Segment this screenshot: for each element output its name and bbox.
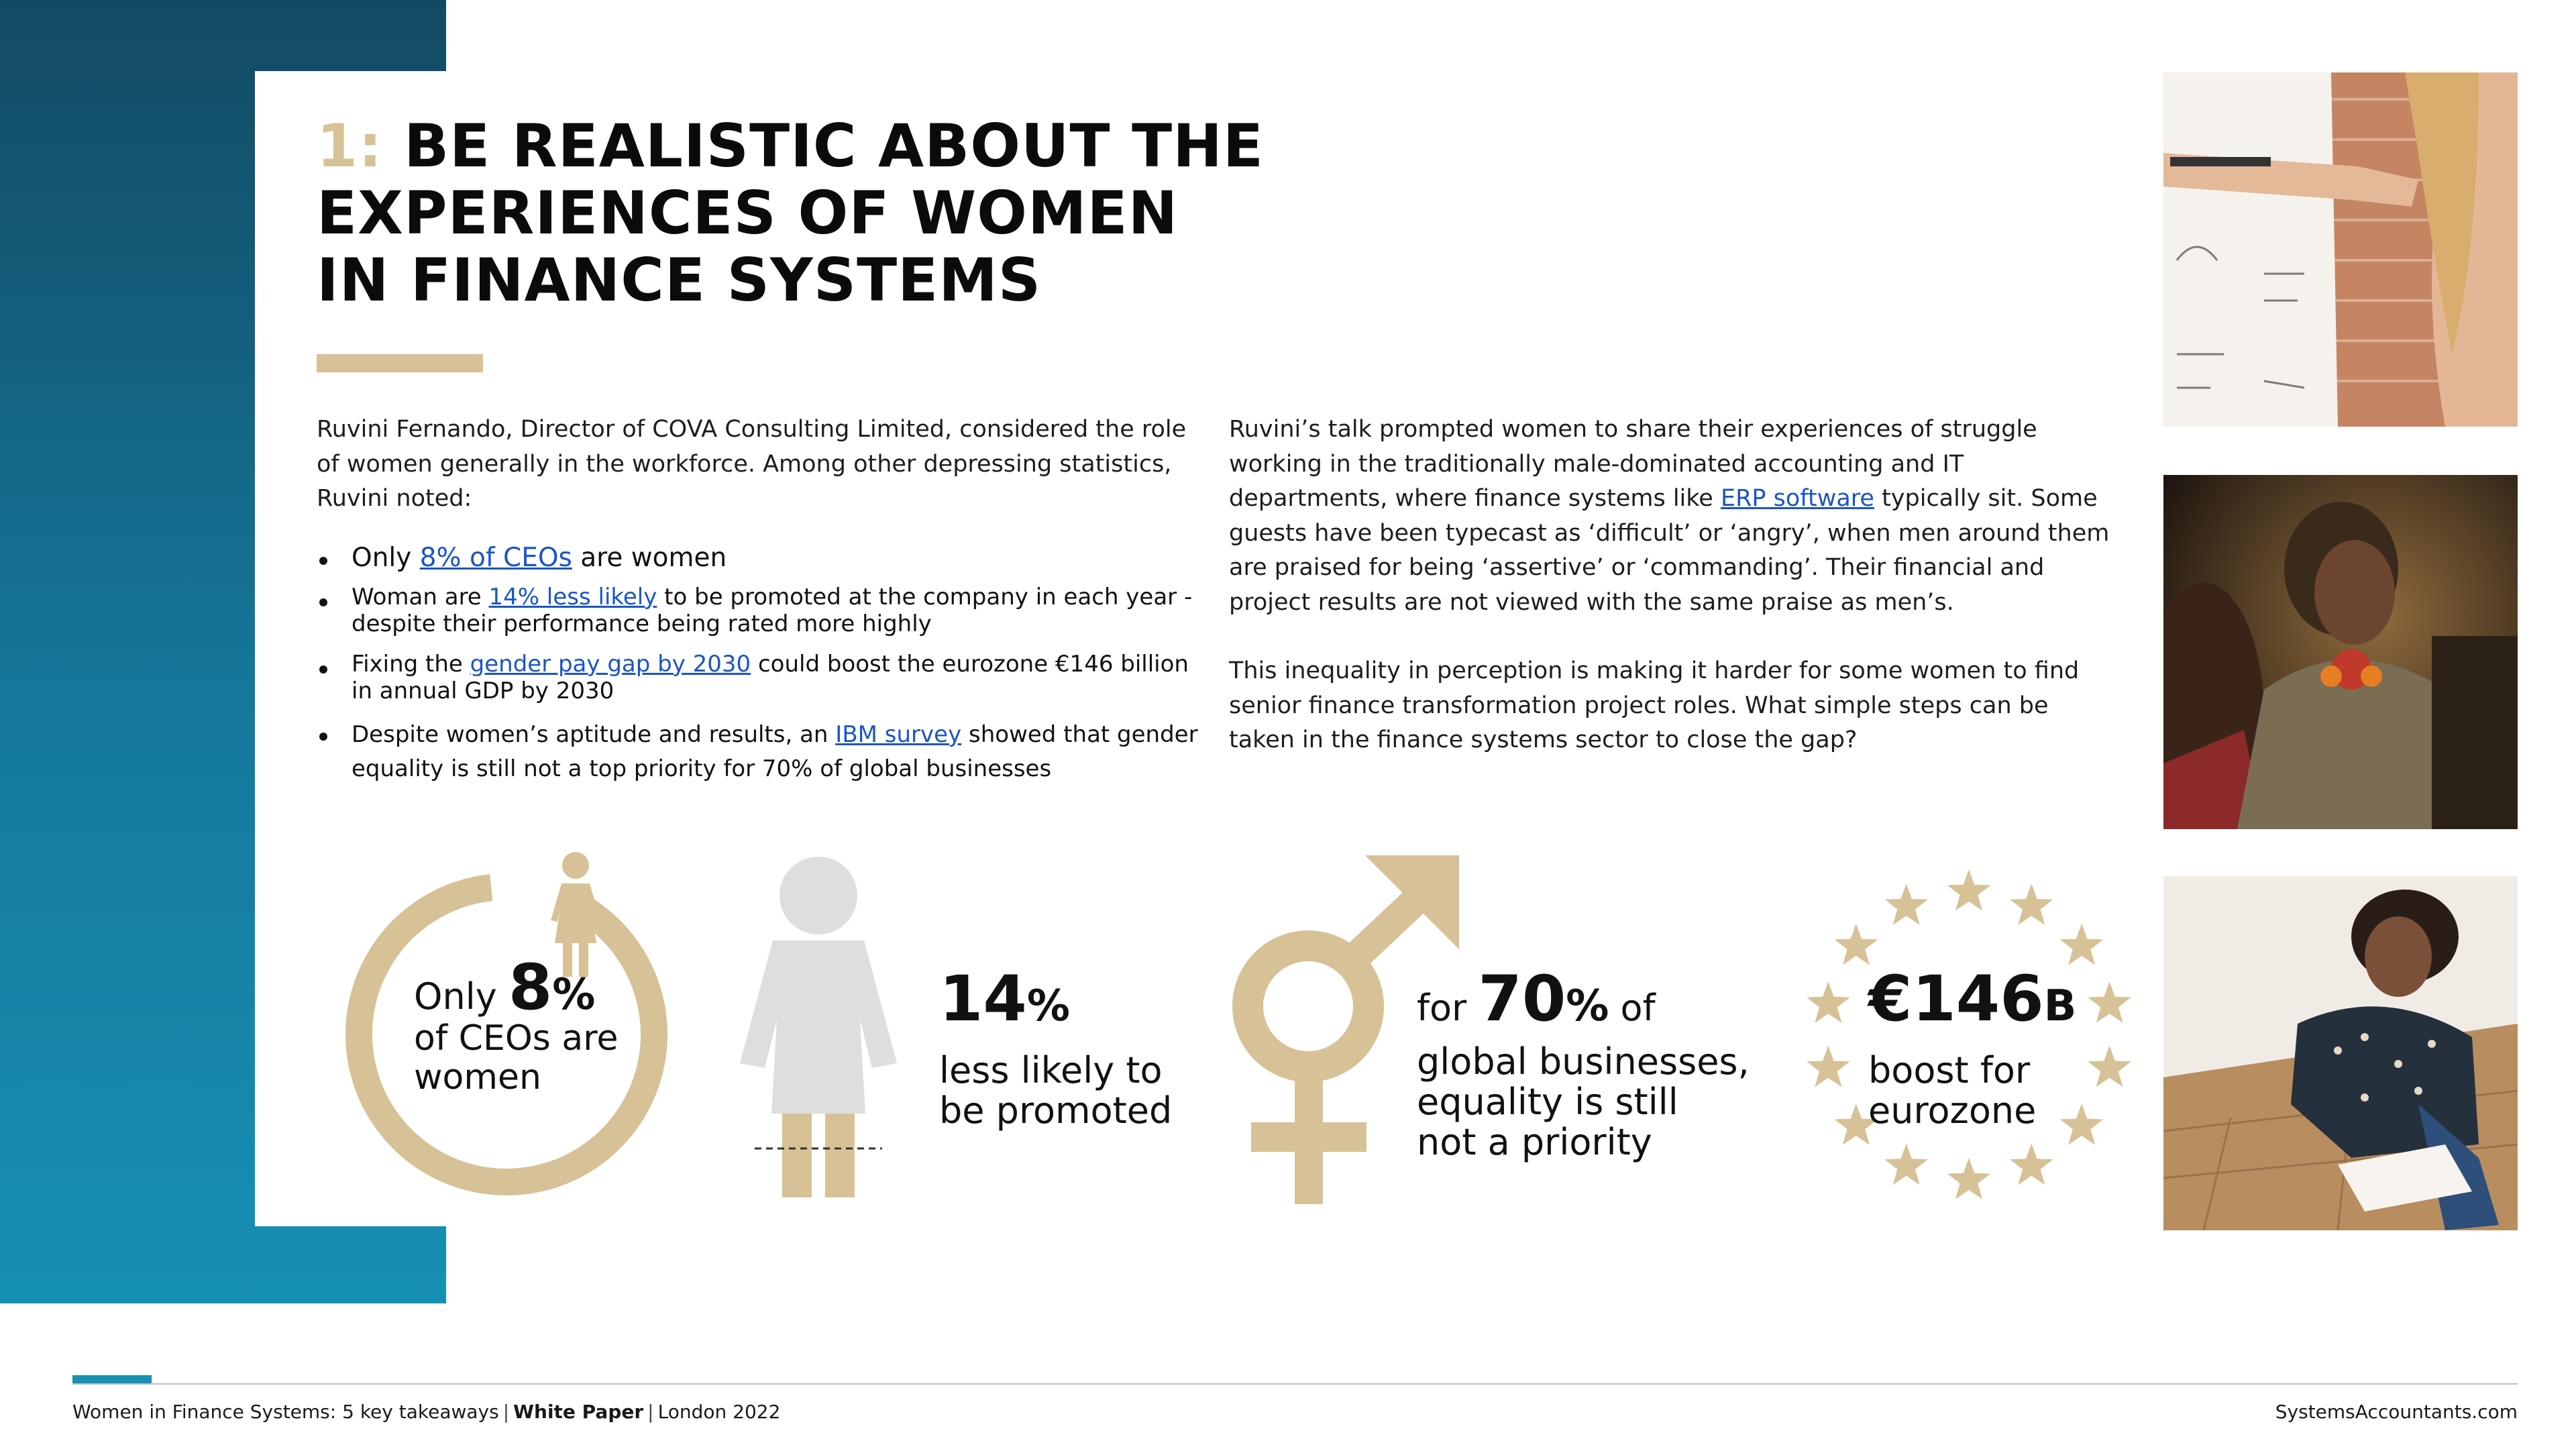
- footer-doc-title: Women in Finance Systems: 5 key takeaways: [72, 1401, 499, 1423]
- list-item: [317, 542, 1202, 574]
- ceo-stat-prefix: Only: [414, 975, 508, 1018]
- list-item: [317, 718, 1202, 786]
- left-column: [317, 413, 1202, 786]
- ceo-stat-value: 8: [508, 951, 553, 1024]
- title-underline: [317, 354, 483, 372]
- promotion-stat-text: [939, 963, 1173, 1132]
- experience-paragraph: [1229, 413, 2114, 620]
- eurozone-stat-line-3: eurozone: [1868, 1089, 2037, 1132]
- bullet-text: showed that gender equality is still not a top priority for 70% of global businesses: [352, 720, 1198, 782]
- bullet-text: Only: [352, 542, 420, 573]
- less-likely-link[interactable]: 14% less likely: [488, 583, 657, 610]
- eurozone-stat-text: [1868, 963, 2077, 1132]
- ceo-stat-line-2: of CEOs are: [414, 1018, 619, 1059]
- title-line-3: IN FINANCE SYSTEMS: [317, 246, 1042, 315]
- erp-software-link[interactable]: ERP software: [1720, 485, 1874, 512]
- promotion-stat-line-2: less likely to: [939, 1049, 1163, 1091]
- footer-doc-type: White Paper: [513, 1401, 644, 1423]
- eurozone-stat-unit: B: [2043, 981, 2077, 1031]
- star-icon: [2060, 924, 2104, 965]
- bullet-text: could boost the eurozone €146 billion in annual GDP by 2030: [352, 650, 1189, 704]
- bullet-text: Despite women’s aptitude and results, an: [352, 720, 836, 748]
- star-icon: [1947, 869, 1991, 911]
- footer-location: London 2022: [657, 1401, 781, 1423]
- title-line-1: BE REALISTIC ABOUT THE: [404, 111, 1264, 180]
- star-icon: [1807, 981, 1850, 1023]
- ceo-stat-text: [414, 951, 619, 1097]
- paragraph-text: Ruvini’s talk prompted women to share their experiences of struggle working in the traditionally male-dominated accounting and IT departments, where finance systems like: [1229, 416, 2037, 512]
- priority-stat-line-4: not a priority: [1417, 1121, 1652, 1163]
- ceo-link[interactable]: 8% of CEOs: [419, 542, 572, 573]
- star-icon: [2010, 1144, 2053, 1185]
- perception-paragraph: This inequality in perception is making it harder for some women to find senior finance transformation project roles. What simple steps can be taken in the finance systems sector to close the gap?: [1229, 657, 2080, 753]
- star-icon: [1884, 883, 1928, 925]
- eurozone-stat-line-2: boost for: [1868, 1049, 2031, 1091]
- promotion-stat-unit: %: [1026, 981, 1070, 1031]
- star-icon: [1884, 1144, 1928, 1185]
- footer-website[interactable]: SystemsAccountants.com: [2275, 1401, 2518, 1423]
- bullet-text: Woman are: [352, 583, 489, 610]
- intro-paragraph: Ruvini Fernando, Director of COVA Consulting Limited, considered the role of women generally in the workforce. Among other depressing statistics, Ruvini noted:: [317, 416, 1187, 512]
- list-item: [317, 651, 1202, 704]
- eurozone-stat-value: €146: [1868, 963, 2044, 1036]
- woman-icon: [551, 852, 600, 977]
- right-column: [1229, 413, 2114, 758]
- list-item: [317, 584, 1202, 637]
- star-icon: [1835, 924, 1878, 965]
- promotion-stat-value: 14: [939, 963, 1027, 1036]
- title-number: 1:: [317, 111, 383, 180]
- ceo-stat-line-3: women: [414, 1057, 541, 1097]
- bullet-text: to be promoted at the company in each year - despite their performance being rated more highly: [352, 583, 1193, 637]
- priority-stat-unit: %: [1566, 981, 1609, 1031]
- priority-stat-line-2: global businesses,: [1417, 1040, 1750, 1083]
- priority-stat-line-3: equality is still: [1417, 1081, 1678, 1123]
- statistics-list: [317, 542, 1202, 786]
- star-icon: [2088, 1046, 2131, 1087]
- ibm-survey-link[interactable]: IBM survey: [835, 720, 962, 748]
- woman-silhouette-icon: [731, 852, 899, 1201]
- star-icon: [2010, 883, 2053, 925]
- photo-whiteboard: [2163, 72, 2518, 427]
- promotion-stat-line-3: be promoted: [939, 1089, 1173, 1132]
- star-icon: [2088, 981, 2131, 1023]
- title-line-2: EXPERIENCES OF WOMEN: [317, 178, 1179, 248]
- photo-speaker: [2163, 475, 2518, 829]
- pay-gap-link[interactable]: gender pay gap by 2030: [470, 650, 751, 678]
- footer-document-info: Women in Finance Systems: 5 key takeaways | White Paper | London 2022: [72, 1401, 781, 1423]
- priority-stat-prefix: for: [1417, 987, 1479, 1029]
- star-icon: [1947, 1158, 1991, 1199]
- photo-woman-planning: [2163, 876, 2518, 1230]
- bullet-text: are women: [572, 542, 727, 573]
- star-icon: [1807, 1046, 1850, 1087]
- ceo-stat-unit: %: [552, 970, 596, 1020]
- priority-stat-value: 70: [1478, 963, 1566, 1036]
- priority-stat-text: [1417, 963, 1750, 1163]
- footer-divider: [72, 1383, 2518, 1385]
- bullet-text: Fixing the: [352, 650, 470, 678]
- priority-stat-suffix: of: [1609, 987, 1656, 1029]
- paragraph-text: typically sit. Some guests have been typecast as ‘difficult’ or ‘angry’, when men around them are praised for being ‘assertive’ or ‘commanding’. Their financial and project results are not viewed with the same praise as men’s.: [1229, 485, 2110, 616]
- page-title: [317, 113, 1323, 314]
